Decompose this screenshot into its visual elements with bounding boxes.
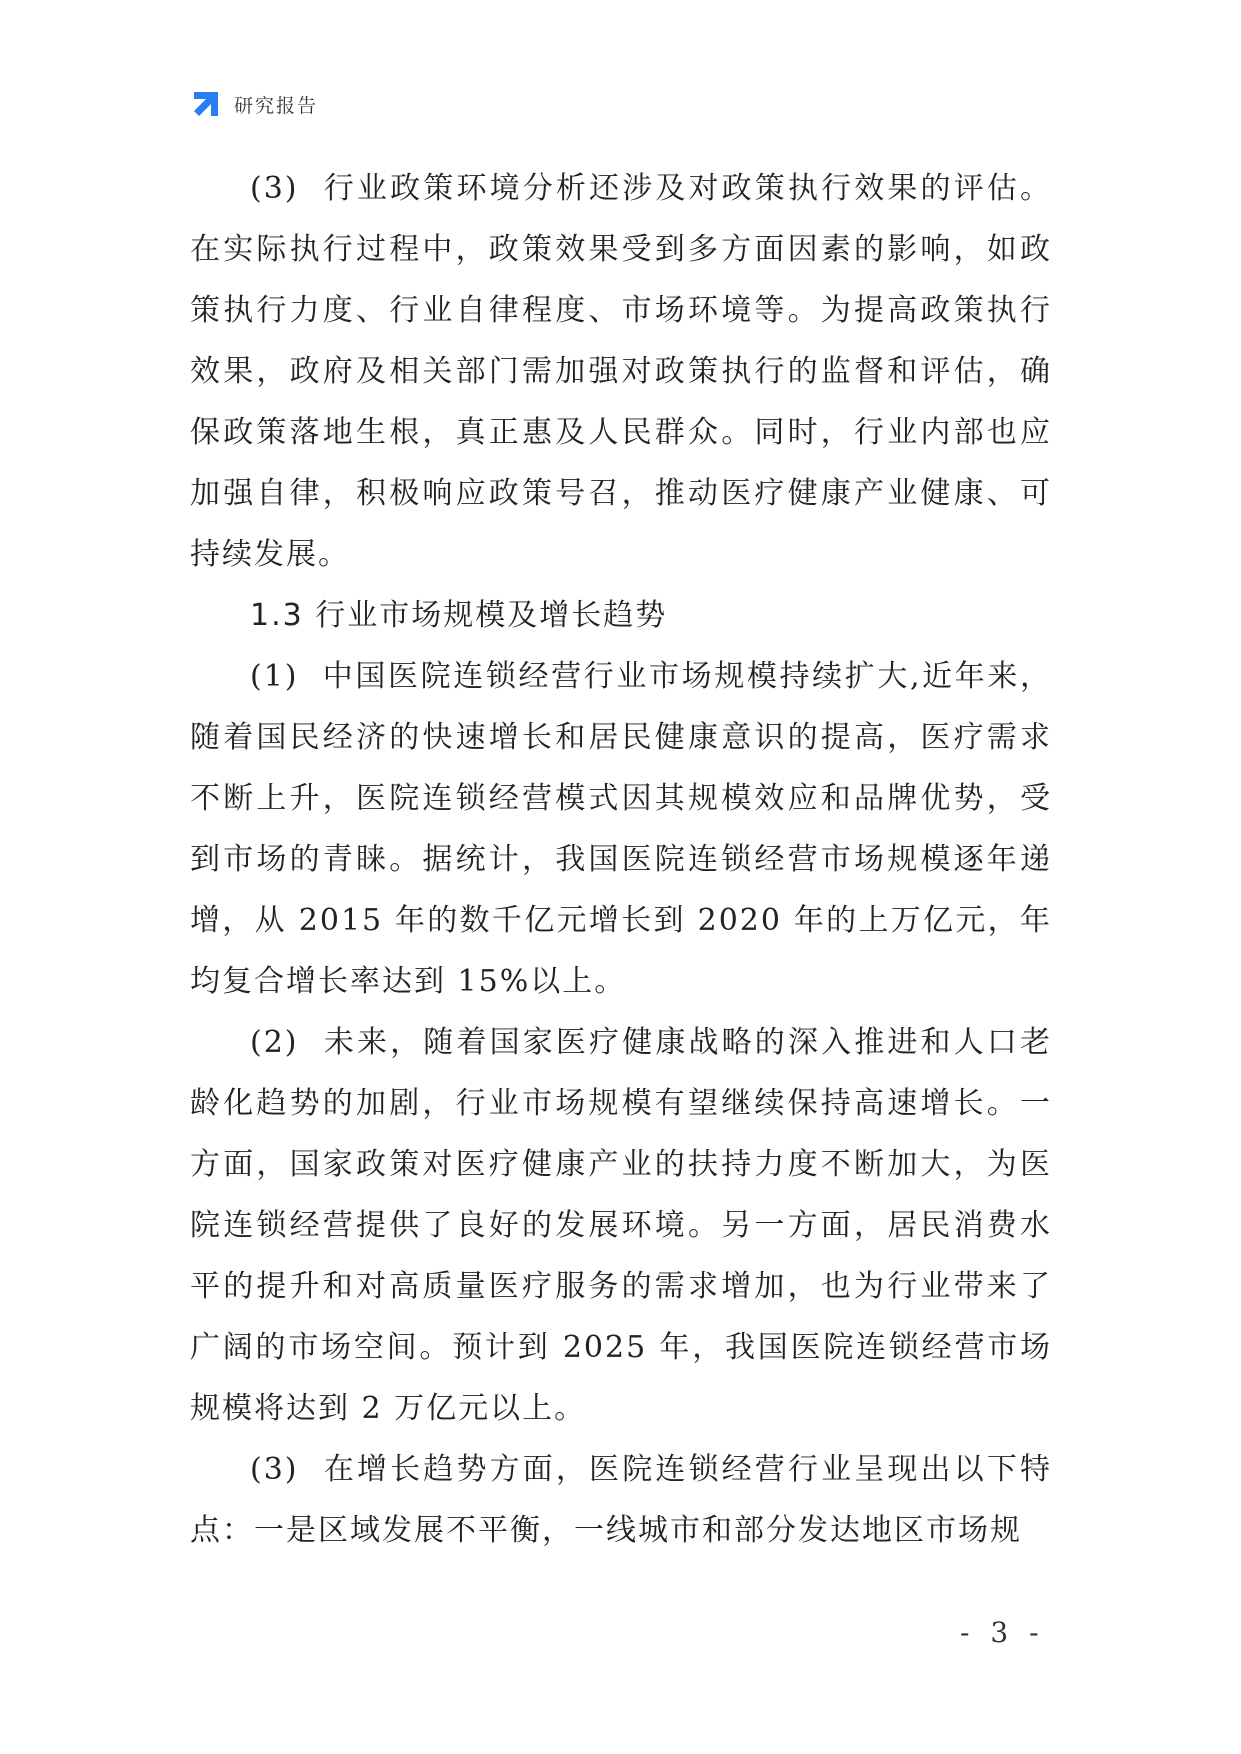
section-heading: 1.3 行业市场规模及增长趋势 [250,598,668,633]
paragraph-future-growth: (2) 未来，随着国家医疗健康战略的深入推进和人口老龄化趋势的加剧，行业市场规模有望继续保持高速增长。一方面，国家政策对医疗健康产业的扶持力度不断加大，为医院连锁经营提供了良好的发展环境。另一方面，居民消费水平的提升和对高质量医疗服务的需求增加，也为行业带来了广阔的市场空间。预计到 2025 年，我国医院连锁经营市场规模将达到 2 万亿元以上。 [190,1025,1052,1426]
document-body [190,158,1052,1561]
paragraph-policy-evaluation: (3) 行业政策环境分析还涉及对政策执行效果的评估。在实际执行过程中，政策效果受到多方面因素的影响，如政策执行力度、行业自律程度、市场环境等。为提高政策执行效果，政府及相关部门需加强对政策执行的监督和评估，确保政策落地生根，真正惠及人民群众。同时，行业内部也应加强自律，积极响应政策号召，推动医疗健康产业健康、可持续发展。 [190,171,1052,572]
header-title: 研究报告 [234,94,319,117]
arrow-up-right-icon [190,88,222,120]
paragraph-growth-trends: (3) 在增长趋势方面，医院连锁经营行业呈现出以下特点：一是区域发展不平衡，一线城市和部分发达地区市场规 [190,1452,1052,1548]
page-number: - 3 - [960,1616,1045,1649]
report-header [190,88,318,120]
paragraph-market-scale: (1) 中国医院连锁经营行业市场规模持续扩大,近年来，随着国民经济的快速增长和居民健康意识的提高，医疗需求不断上升，医院连锁经营模式因其规模效应和品牌优势，受到市场的青睐。据统计，我国医院连锁经营市场规模逐年递增，从 2015 年的数千亿元增长到 2020 年的上万亿元，年均复合增长率达到 15%以上。 [190,659,1052,999]
